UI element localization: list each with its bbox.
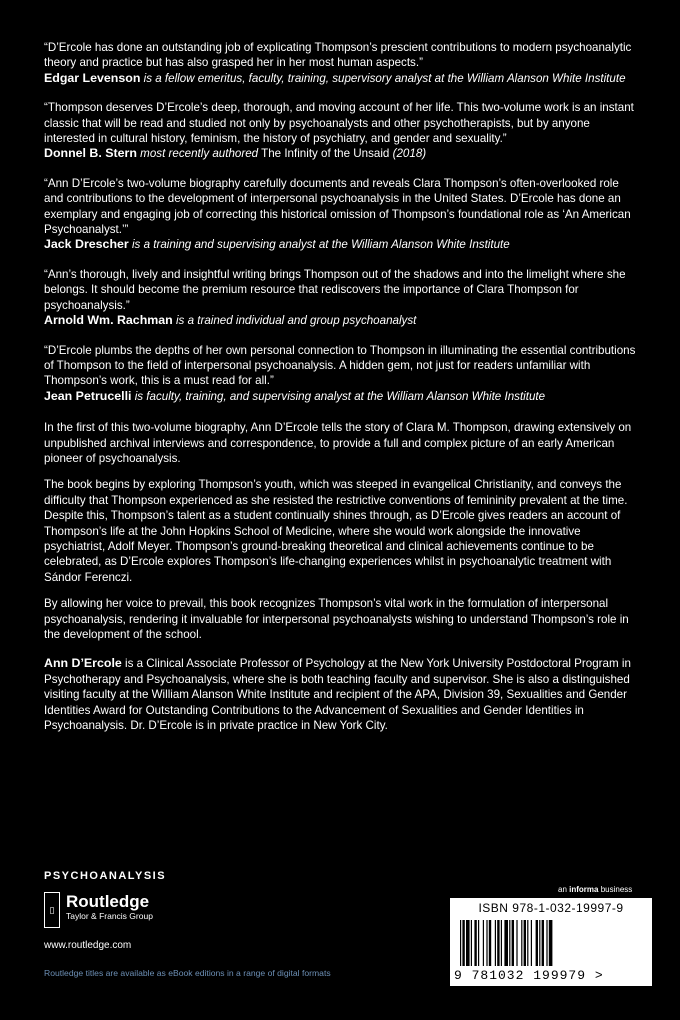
- publisher-group: Taylor & Francis Group: [66, 911, 153, 921]
- reviewer-role: is a fellow emeritus, faculty, training, supervisory analyst at the William Alanson White Institute: [143, 71, 626, 85]
- barcode-bar: [524, 920, 526, 966]
- reviewer-name: Jean Petrucelli: [44, 388, 132, 403]
- informa-business: [558, 885, 632, 894]
- reviewer-role: is a trained individual and group psychoanalyst: [175, 314, 417, 328]
- routledge-logo-icon: ▯: [44, 892, 60, 928]
- book-title: The Infinity of the Unsaid: [261, 147, 390, 161]
- book-year: (2018): [392, 147, 427, 161]
- barcode-bar: [497, 920, 499, 966]
- subject-category: PSYCHOANALYSIS: [44, 870, 167, 882]
- barcode-bar: [512, 920, 514, 966]
- description-paragraph: By allowing her voice to prevail, this book recognizes Thompson’s vital work in the formulation of interpersonal psychoanalysis, rendering it invaluable for interpersonal psychoanalysts wishing to understand Thompson’s role in the development of the school.: [44, 597, 629, 641]
- review-4: [44, 267, 640, 329]
- reviewer-name: Jack Drescher: [44, 237, 129, 252]
- informa-suffix: business: [600, 885, 633, 894]
- barcode-bar: [504, 920, 508, 966]
- publisher-logo: [44, 892, 153, 928]
- barcode-bar: [466, 920, 470, 966]
- book-description: [44, 420, 640, 642]
- review-attribution: [44, 313, 640, 328]
- review-quote: “Ann’s thorough, lively and insightful writing brings Thompson out of the shadows and into the limelight where she belongs. It should become the premium resource that rediscovers the importance of Clara Thompson for psychoanalysis.”: [44, 267, 626, 312]
- barcode-bar: [474, 920, 476, 966]
- barcode-bar: [495, 920, 496, 966]
- ebook-footnote: Routledge titles are available as eBook editions in a range of digital formats: [44, 968, 331, 978]
- barcode-bar: [509, 920, 510, 966]
- barcode-bar: [516, 920, 517, 966]
- barcode-bar: [460, 920, 461, 966]
- reviewer-name: Arnold Wm. Rachman: [44, 313, 173, 328]
- isbn-number: ISBN 978-1-032-19997-9: [478, 901, 624, 915]
- informa-prefix: an: [558, 885, 567, 894]
- publisher-website[interactable]: www.routledge.com: [44, 940, 132, 951]
- barcode-bar: [489, 920, 491, 966]
- review-3: [44, 176, 640, 253]
- barcode-bar: [531, 920, 532, 966]
- barcode-bar: [486, 920, 487, 966]
- reviewer-role: is faculty, training, and supervising analyst at the William Alanson White Institute: [134, 389, 546, 403]
- barcode-bar: [483, 920, 484, 966]
- barcode-bar: [549, 920, 553, 966]
- barcode-bar: [462, 920, 464, 966]
- review-1: [44, 40, 640, 86]
- barcode-bar: [521, 920, 522, 966]
- review-attribution: [44, 389, 640, 404]
- author-bio: [44, 656, 640, 733]
- barcode-bar: [546, 920, 547, 966]
- author-bio-text: is a Clinical Associate Professor of Psychology at the New York University Postdoctoral Program in Psychotherapy and Psychoanalysis, where she is both teaching faculty and supervisor. She is also a distinguished visiting faculty at the William Alanson White Institute and recipient of the APA, Division 39, Sexualities and Gender Identities Award for Outstanding Contributions to the Advancement of Sexualities and Gender Identities in Psychoanalysis. Dr. D’Ercole is in private practice in New York City.: [44, 657, 631, 733]
- reviewer-name: Donnel B. Stern: [44, 146, 137, 161]
- reviewer-role: is a training and supervising analyst at the William Alanson White Institute: [131, 238, 510, 252]
- back-cover-text: [44, 40, 640, 733]
- barcode-bar: [471, 920, 472, 966]
- description-paragraph: In the first of this two-volume biography, Ann D’Ercole tells the story of Clara M. Thompson, drawing extensively on unpublished archival interviews and correspondence, to provide a full and complex picture of an early American pioneer of psychoanalysis.: [44, 421, 632, 465]
- review-quote: “Ann D’Ercole’s two-volume biography carefully documents and reveals Clara Thompson’s often-overlooked role and contributions to the development of interpersonal psychoanalysis in the United States. D’Ercole has done an exemplary and engaging job of correcting this historical omission of Thompson’s foundational role as ‘An American Psychoanalyst.’”: [44, 176, 631, 237]
- review-quote: “Thompson deserves D’Ercole’s deep, thorough, and moving account of her life. This two-volume work is an instant classic that will be read and studied not only by psychoanalysts and other psychotherapists, but by anyone interested in cultural history, feminism, the history of psychiatry, and gender and sexuality.”: [44, 101, 634, 146]
- reviewer-role: most recently authored: [140, 147, 259, 161]
- review-attribution: [44, 237, 640, 252]
- publisher-name: Routledge: [66, 892, 150, 911]
- barcode-bar: [478, 920, 479, 966]
- barcode-digits: 9 781032 199979 >: [454, 968, 604, 983]
- review-5: [44, 343, 640, 405]
- review-quote: “D’Ercole plumbs the depths of her own personal connection to Thompson in illuminating the essential contributions of Thompson to the field of interpersonal psychoanalysis. A hidden gem, not just for readers unfamiliar with Thompson’s work, this is a must read for all.”: [44, 343, 636, 388]
- description-paragraph: The book begins by exploring Thompson’s youth, which was steeped in evangelical Christianity, and conveys the difficulty that Thompson experienced as she resisted the restrictive conventions of femininity prevalent at the time. Despite this, Thompson’s talent as a student continually shines through, as D’Ercole gives readers an account of Thompson’s life at the John Hopkins School of Medicine, where she would work alongside the innovative psychiatrist, Adolf Meyer. Thompson’s ground-breaking theoretical and clinical achievements continue to be celebrated, as D’Ercole explores Thompson’s life-changing experiences whilst in psychoanalytic treatment with Sándor Ferenczi.: [44, 478, 628, 584]
- review-attribution: [44, 146, 640, 161]
- barcode-bar: [536, 920, 538, 966]
- author-name: Ann D’Ercole: [44, 656, 122, 671]
- isbn-barcode: [450, 898, 652, 986]
- review-attribution: [44, 71, 640, 86]
- barcode-bar: [501, 920, 502, 966]
- barcode-bar: [527, 920, 528, 966]
- barcode-bars: [460, 920, 642, 966]
- review-2: [44, 100, 640, 162]
- barcode-bar: [542, 920, 544, 966]
- barcode-bar: [539, 920, 540, 966]
- informa-brand: informa: [569, 885, 599, 894]
- reviewer-name: Edgar Levenson: [44, 70, 141, 85]
- review-quote: “D’Ercole has done an outstanding job of explicating Thompson’s prescient contributions to modern psychoanalytic theory and practice but has also grasped her in her most human aspects.”: [44, 41, 632, 70]
